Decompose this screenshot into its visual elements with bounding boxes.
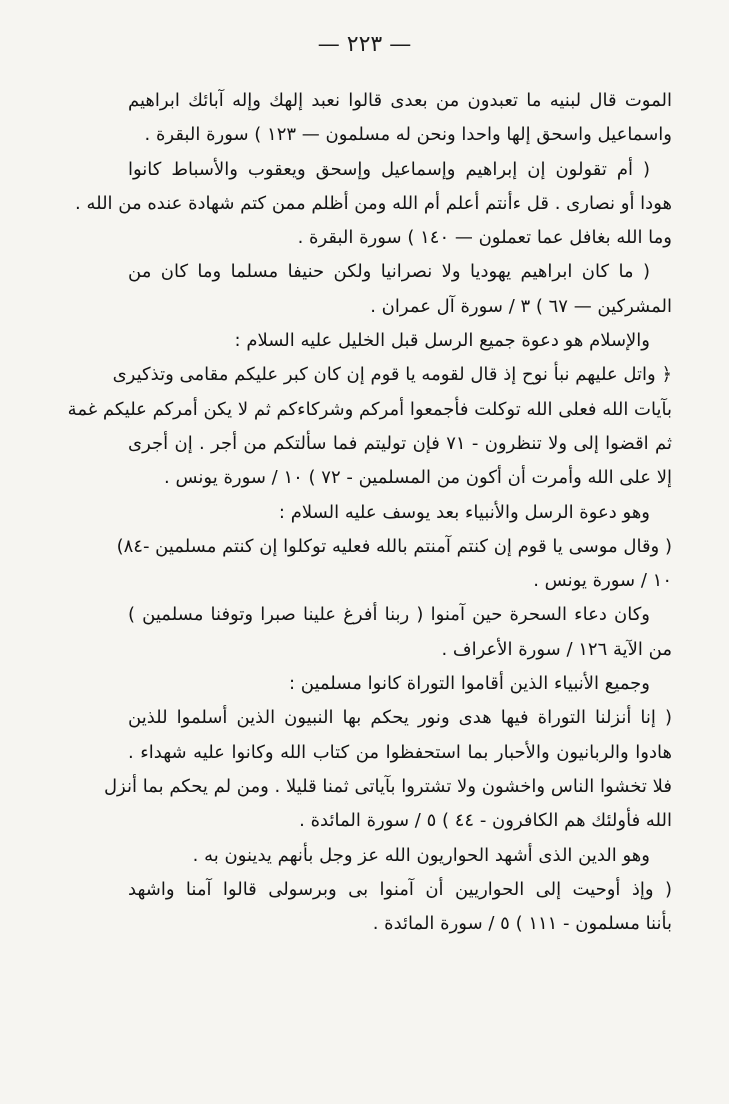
- text-line: ( ما كان ابراهيم يهوديا ولا نصرانيا ولكن حنيفا مسلما وما كان من: [128, 261, 650, 283]
- text-line: فلا تخشوا الناس واخشون ولا تشتروا بآياتى ثمنا قليلا . ومن لم يحكم بما أنزل: [103, 775, 672, 797]
- text-line: وهو دعوة الرسل والأنبياء بعد يوسف عليه السلام :: [278, 501, 650, 523]
- text-line: واسماعيل واسحق إلها واحدا ونحن له مسلمون — ١٢٣ ) سورة البقرة .: [144, 124, 672, 146]
- text-line: من الآية ١٢٦ / سورة الأعراف .: [441, 638, 672, 660]
- text-line: الموت قال لبنيه ما تعبدون من بعدى قالوا نعبد إلهك وإله آبائك ابراهيم: [128, 90, 672, 111]
- text-line: هودا أو نصارى . قل ءأنتم أعلم أم الله ومن أظلم ممن كتم شهادة عنده من الله .: [75, 192, 672, 214]
- text-line: ﴿ واتل عليهم نبأ نوح إذ قال لقومه يا قوم إن كان كبر عليكم مقامى وتذكيرى: [112, 364, 672, 386]
- text-line: وما الله بغافل عما تعملون — ١٤٠ ) سورة البقرة .: [297, 227, 672, 249]
- text-line: إلا على الله وأمرت أن أكون من المسلمين - ٧٢ ) ١٠ / سورة يونس .: [164, 467, 672, 489]
- text-line: وهو الدين الذى أشهد الحواريون الله عز وجل بأنهم يدينون به .: [192, 844, 650, 866]
- text-line: المشركين — ٦٧ ) ٣ / سورة آل عمران .: [370, 295, 672, 317]
- body-text: [67, 84, 672, 941]
- text-line: وكان دعاء السحرة حين آمنوا ( ربنا أفرغ علينا صبرا وتوفنا مسلمين ): [128, 604, 650, 626]
- text-line: ( وقال موسى يا قوم إن كنتم آمنتم بالله فعليه توكلوا إن كنتم مسلمين -٨٤): [116, 535, 672, 557]
- text-line: وجميع الأنبياء الذين أقاموا التوراة كانوا مسلمين :: [288, 673, 650, 695]
- text-line: والإسلام هو دعوة جميع الرسل قبل الخليل عليه السلام :: [234, 330, 650, 352]
- text-line: بآيات الله فعلى الله توكلت فأجمعوا أمركم وشركاءكم ثم لا يكن أمركم عليكم غمة: [67, 398, 672, 420]
- text-line: الله فأولئك هم الكافرون - ٤٤ ) ٥ / سورة المائدة .: [299, 810, 672, 832]
- text-line: ( وإذ أوحيت إلى الحواريين أن آمنوا بى وبرسولى قالوا آمنا واشهد: [128, 878, 672, 900]
- text-line: ( أم تقولون إن إبراهيم وإسماعيل وإسحق ويعقوب والأسباط كانوا: [128, 158, 650, 180]
- text-line: ( إنا أنزلنا التوراة فيها هدى ونور يحكم بها النبيون الذين أسلموا للذين: [128, 707, 672, 729]
- page-number: — ٢٢٣ —: [317, 32, 412, 57]
- text-line: بأننا مسلمون - ١١١ ) ٥ / سورة المائدة .: [372, 913, 672, 935]
- text-line: ثم اقضوا إلى ولا تنظرون - ٧١ فإن توليتم فما سألتكم من أجر . إن أجرى: [128, 432, 672, 454]
- text-line: هادوا والربانيون والأحبار بما استحفظوا من كتاب الله وكانوا عليه شهداء .: [128, 741, 672, 763]
- text-line: ١٠ / سورة يونس .: [533, 570, 672, 592]
